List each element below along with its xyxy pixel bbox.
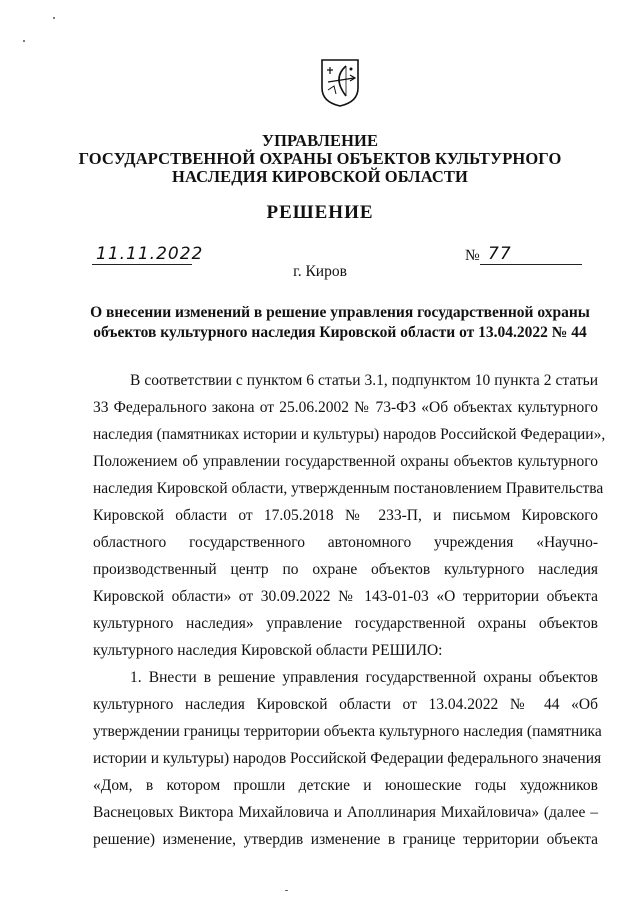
body-line: «Дом, в котором прошли детские и юношеские годы художников xyxy=(93,777,598,794)
coat-of-arms-emblem xyxy=(320,58,360,108)
handwritten-number: 77 xyxy=(488,244,512,264)
body-line: культурного наследия» управление государственной охраны объектов xyxy=(93,615,598,632)
handwritten-date: 11.11.2022 xyxy=(96,244,204,264)
body-line: Кировской области» от 30.09.2022 № 143-01-03 «О территории объекта xyxy=(93,588,598,605)
body-line: культурного наследия Кировской области от 13.04.2022 № 44 «Об xyxy=(93,696,598,713)
scan-speck xyxy=(53,17,55,19)
body-line-numbered-item: 1. Внести в решение управления государственной охраны объектов xyxy=(130,669,598,686)
scan-speck xyxy=(23,40,25,42)
org-name-line-1: УПРАВЛЕНИЕ xyxy=(261,131,379,150)
scan-speck xyxy=(285,890,288,891)
org-name-line-2: ГОСУДАРСТВЕННОЙ ОХРАНЫ ОБЪЕКТОВ КУЛЬТУРНОГО xyxy=(78,149,562,168)
body-line: областного государственного автономного учреждения «Научно- xyxy=(93,534,598,551)
body-line: Васнецовых Виктора Михайловича и Аполлинария Михайловича» (далее – xyxy=(93,804,598,821)
body-line: решение) изменение, утвердив изменение в границе территории объекта xyxy=(93,831,598,848)
body-line: утверждении границы территории объекта культурного наследия (памятника xyxy=(93,723,602,740)
body-line: истории и культуры) народов Российской Федерации федерального значения xyxy=(93,750,602,767)
body-line: 33 Федерального закона от 25.06.2002 № 73-ФЗ «Об объектах культурного xyxy=(93,399,598,416)
document-type-title: РЕШЕНИЕ xyxy=(266,202,374,223)
number-label: № xyxy=(465,247,480,264)
body-line: Положением об управлении государственной охраны объектов культурного xyxy=(93,453,598,470)
subject-line-2: объектов культурного наследия Кировской области от 13.04.2022 № 44 xyxy=(93,324,587,341)
body-line: В соответствии с пунктом 6 статьи 3.1, подпунктом 10 пункта 2 статьи xyxy=(130,372,598,389)
body-line: культурного наследия Кировской области РЕШИЛО: xyxy=(93,642,443,659)
body-line: Кировской области от 17.05.2018 № 233-П, и письмом Кировского xyxy=(93,507,598,524)
body-line: наследия Кировской области, утвержденным постановлением Правительства xyxy=(93,480,604,497)
subject-line-1: О внесении изменений в решение управления государственной охраны xyxy=(90,304,590,321)
body-line: производственный центр по охране объектов культурного наследия xyxy=(93,561,598,578)
body-line: наследия (памятниках истории и культуры) народов Российской Федерации», xyxy=(93,426,606,443)
city: г. Киров xyxy=(293,263,347,280)
org-name-line-3: НАСЛЕДИЯ КИРОВСКОЙ ОБЛАСТИ xyxy=(172,167,468,186)
